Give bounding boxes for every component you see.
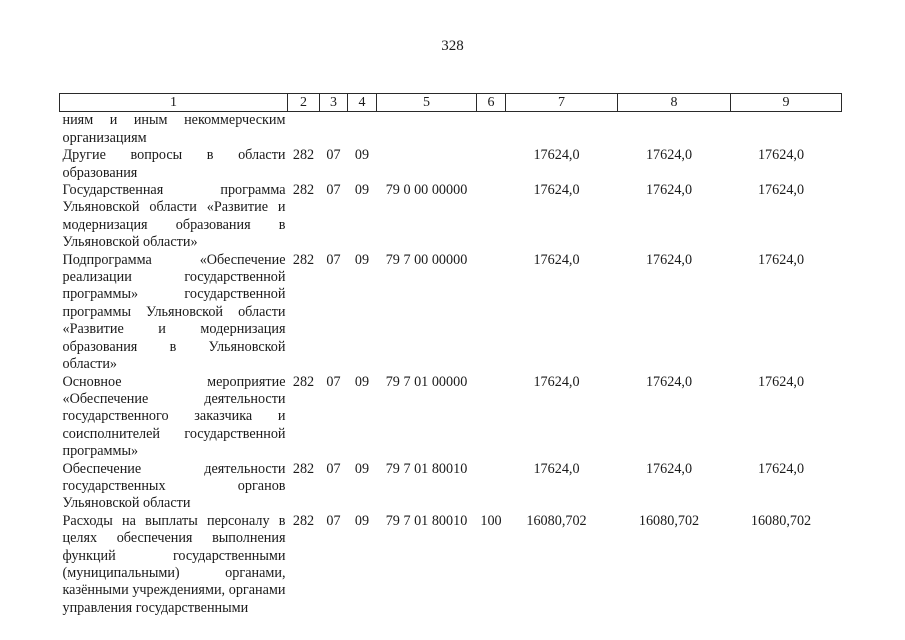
row-name: Другие вопросы в области образования	[62, 147, 286, 181]
sum-year3-cell: 17624,0	[757, 373, 805, 390]
row-name: Расходы на выплаты персоналу в целях обеспечения выполнения функций государственными (муниципальными) органами, казёнными учреждениями, органами управления государственными	[62, 512, 286, 616]
table-row	[60, 461, 842, 513]
column-header: 1	[60, 94, 288, 112]
expense-type-cell	[477, 182, 506, 252]
subsection-cell: 09	[354, 460, 370, 477]
section-cell: 07	[326, 182, 341, 199]
column-header: 5	[377, 94, 477, 112]
row-name: Подпрограмма «Обеспечение реализации государственной программы» государственной программы Ульяновской области «Развитие и модернизация образования в Ульяновской области»	[62, 251, 286, 373]
subsection-cell: 09	[354, 373, 370, 390]
budget-table	[59, 93, 842, 617]
section-cell: 07	[326, 373, 341, 390]
target-article-cell: 79 7 01 00000	[385, 373, 468, 390]
sum-year2-cell: 16080,702	[638, 512, 700, 529]
row-name: ниям и иным некоммерческим организациям	[62, 112, 286, 146]
sum-year2-cell: 17624,0	[645, 251, 693, 268]
target-article-cell: 79 0 00 00000	[385, 182, 468, 199]
sum-year2-cell: 17624,0	[645, 373, 693, 390]
target-article-cell: 79 7 01 80010	[385, 460, 468, 477]
section-cell: 07	[326, 512, 341, 529]
sum-year2-cell: 17624,0	[645, 460, 693, 477]
expense-type-cell: 100	[480, 512, 502, 529]
header-row	[60, 94, 842, 112]
grbs-cell: 282	[292, 147, 315, 164]
column-header: 7	[506, 94, 618, 112]
expense-type-cell	[477, 374, 506, 461]
sum-year3-cell	[731, 112, 842, 147]
sum-year3-cell: 17624,0	[757, 460, 805, 477]
column-header: 9	[731, 94, 842, 112]
table-row	[60, 147, 842, 182]
section-cell: 07	[326, 460, 341, 477]
section-cell: 07	[326, 251, 341, 268]
sum-year2-cell: 17624,0	[645, 182, 693, 199]
expense-type-cell	[477, 461, 506, 513]
grbs-cell: 282	[292, 251, 315, 268]
column-header: 3	[320, 94, 348, 112]
target-article-cell: 79 7 00 00000	[385, 251, 468, 268]
sum-year1-cell: 17624,0	[533, 251, 580, 268]
table-row	[60, 374, 842, 461]
expense-type-cell	[477, 112, 506, 147]
sum-year1-cell: 17624,0	[533, 182, 580, 199]
subsection-cell: 09	[354, 512, 370, 529]
column-header: 8	[618, 94, 731, 112]
sum-year3-cell: 16080,702	[750, 512, 812, 529]
grbs-cell	[288, 112, 320, 147]
grbs-cell: 282	[292, 373, 315, 390]
table-header	[60, 94, 842, 112]
sum-year1-cell: 17624,0	[533, 147, 580, 164]
table-row	[60, 252, 842, 374]
expense-type-cell	[477, 147, 506, 182]
section-cell	[320, 112, 348, 147]
section-cell: 07	[326, 147, 341, 164]
subsection-cell: 09	[354, 182, 370, 199]
subsection-cell: 09	[354, 251, 370, 268]
sum-year2-cell: 17624,0	[645, 147, 693, 164]
target-article-cell: 79 7 01 80010	[385, 512, 468, 529]
sum-year1-cell: 17624,0	[533, 373, 580, 390]
column-header: 2	[288, 94, 320, 112]
sum-year3-cell: 17624,0	[757, 251, 805, 268]
table-row	[60, 112, 842, 147]
page-number: 328	[441, 38, 464, 54]
table-row	[60, 513, 842, 617]
grbs-cell: 282	[292, 512, 315, 529]
sum-year2-cell	[618, 112, 731, 147]
table-row	[60, 182, 842, 252]
sum-year1-cell: 17624,0	[533, 460, 580, 477]
target-article-cell	[377, 147, 477, 182]
column-header: 6	[477, 94, 506, 112]
row-name: Основное мероприятие «Обеспечение деятельности государственного заказчика и соисполнителей государственной программы»	[62, 373, 286, 460]
sum-year3-cell: 17624,0	[757, 182, 805, 199]
expense-type-cell	[477, 252, 506, 374]
sum-year3-cell: 17624,0	[757, 147, 805, 164]
column-header: 4	[348, 94, 377, 112]
subsection-cell: 09	[354, 147, 370, 164]
target-article-cell	[377, 112, 477, 147]
sum-year1-cell: 16080,702	[526, 512, 587, 529]
row-name: Обеспечение деятельности государственных органов Ульяновской области	[62, 460, 286, 512]
sum-year1-cell	[506, 112, 618, 147]
grbs-cell: 282	[292, 460, 315, 477]
subsection-cell	[348, 112, 377, 147]
row-name: Государственная программа Ульяновской области «Развитие и модернизация образования в Ульяновской области»	[62, 182, 286, 251]
grbs-cell: 282	[292, 182, 315, 199]
